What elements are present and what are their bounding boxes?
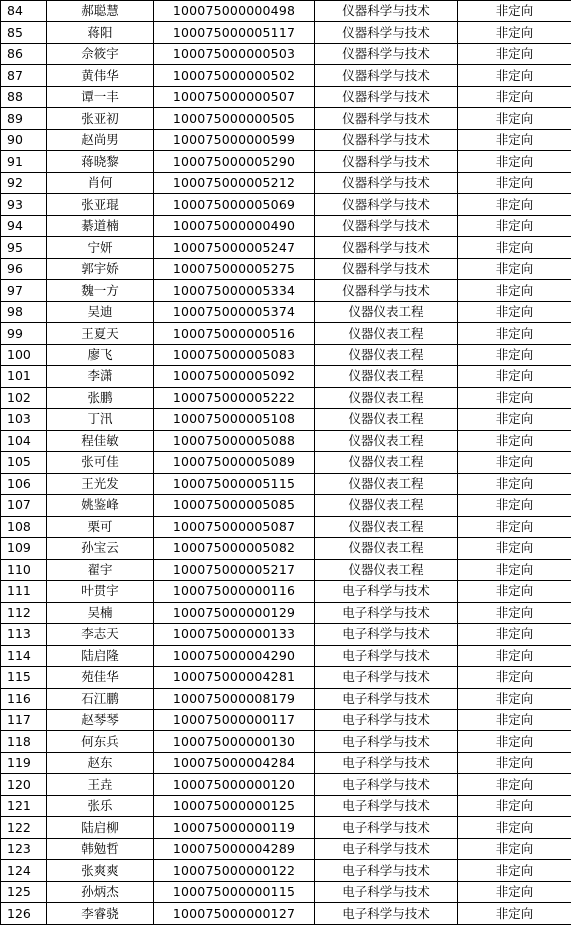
table-row bbox=[1, 860, 571, 881]
major-cell: 电子科学与技术 bbox=[315, 581, 458, 602]
enrollment-type-cell: 非定向 bbox=[458, 667, 571, 688]
enrollment-type-cell: 非定向 bbox=[458, 559, 571, 580]
row-number-cell: 107 bbox=[1, 495, 47, 516]
candidate-id-cell: 100075000004281 bbox=[154, 667, 315, 688]
major-cell: 仪器科学与技术 bbox=[315, 280, 458, 301]
table-row bbox=[1, 538, 571, 559]
major-cell: 仪器科学与技术 bbox=[315, 172, 458, 193]
major-cell: 仪器科学与技术 bbox=[315, 194, 458, 215]
enrollment-type-cell: 非定向 bbox=[458, 1, 571, 22]
name-cell: 张亚初 bbox=[47, 108, 154, 129]
major-cell: 仪器仪表工程 bbox=[315, 452, 458, 473]
name-cell: 廖飞 bbox=[47, 344, 154, 365]
enrollment-type-cell: 非定向 bbox=[458, 65, 571, 86]
major-cell: 仪器科学与技术 bbox=[315, 65, 458, 86]
row-number-cell: 124 bbox=[1, 860, 47, 881]
table-row bbox=[1, 323, 571, 344]
row-number-cell: 90 bbox=[1, 129, 47, 150]
name-cell: 蒋阳 bbox=[47, 22, 154, 43]
name-cell: 吴楠 bbox=[47, 602, 154, 623]
name-cell: 孙炳杰 bbox=[47, 881, 154, 902]
name-cell: 王夏天 bbox=[47, 323, 154, 344]
candidate-id-cell: 100075000005275 bbox=[154, 258, 315, 279]
major-cell: 电子科学与技术 bbox=[315, 774, 458, 795]
candidate-id-cell: 100075000005082 bbox=[154, 538, 315, 559]
table-row bbox=[1, 387, 571, 408]
row-number-cell: 118 bbox=[1, 731, 47, 752]
major-cell: 仪器科学与技术 bbox=[315, 215, 458, 236]
enrollment-type-cell: 非定向 bbox=[458, 473, 571, 494]
table-row bbox=[1, 172, 571, 193]
enrollment-type-cell: 非定向 bbox=[458, 495, 571, 516]
major-cell: 仪器科学与技术 bbox=[315, 258, 458, 279]
major-cell: 仪器仪表工程 bbox=[315, 559, 458, 580]
name-cell: 赵琴琴 bbox=[47, 709, 154, 730]
table-row bbox=[1, 838, 571, 859]
major-cell: 仪器科学与技术 bbox=[315, 151, 458, 172]
enrollment-type-cell: 非定向 bbox=[458, 172, 571, 193]
enrollment-type-cell: 非定向 bbox=[458, 538, 571, 559]
major-cell: 仪器科学与技术 bbox=[315, 1, 458, 22]
enrollment-type-cell: 非定向 bbox=[458, 215, 571, 236]
candidate-id-cell: 100075000004284 bbox=[154, 752, 315, 773]
row-number-cell: 125 bbox=[1, 881, 47, 902]
row-number-cell: 123 bbox=[1, 838, 47, 859]
row-number-cell: 93 bbox=[1, 194, 47, 215]
enrollment-type-cell: 非定向 bbox=[458, 258, 571, 279]
enrollment-type-cell: 非定向 bbox=[458, 280, 571, 301]
name-cell: 石江鹏 bbox=[47, 688, 154, 709]
major-cell: 仪器科学与技术 bbox=[315, 22, 458, 43]
table-row bbox=[1, 452, 571, 473]
enrollment-type-cell: 非定向 bbox=[458, 688, 571, 709]
row-number-cell: 117 bbox=[1, 709, 47, 730]
table-row bbox=[1, 795, 571, 816]
name-cell: 王光发 bbox=[47, 473, 154, 494]
candidate-id-cell: 100075000000490 bbox=[154, 215, 315, 236]
row-number-cell: 120 bbox=[1, 774, 47, 795]
enrollment-type-cell: 非定向 bbox=[458, 43, 571, 64]
row-number-cell: 89 bbox=[1, 108, 47, 129]
candidate-id-cell: 100075000000130 bbox=[154, 731, 315, 752]
candidate-id-cell: 100075000005212 bbox=[154, 172, 315, 193]
name-cell: 綦道楠 bbox=[47, 215, 154, 236]
row-number-cell: 109 bbox=[1, 538, 47, 559]
major-cell: 仪器仪表工程 bbox=[315, 473, 458, 494]
table-row bbox=[1, 903, 571, 924]
table-row bbox=[1, 344, 571, 365]
table-body bbox=[1, 1, 571, 925]
candidate-id-cell: 100075000000133 bbox=[154, 624, 315, 645]
row-number-cell: 94 bbox=[1, 215, 47, 236]
enrollment-type-cell: 非定向 bbox=[458, 409, 571, 430]
row-number-cell: 111 bbox=[1, 581, 47, 602]
name-cell: 魏一方 bbox=[47, 280, 154, 301]
row-number-cell: 86 bbox=[1, 43, 47, 64]
row-number-cell: 97 bbox=[1, 280, 47, 301]
enrollment-type-cell: 非定向 bbox=[458, 344, 571, 365]
name-cell: 赵东 bbox=[47, 752, 154, 773]
candidate-id-cell: 100075000005247 bbox=[154, 237, 315, 258]
row-number-cell: 119 bbox=[1, 752, 47, 773]
candidate-id-cell: 100075000000120 bbox=[154, 774, 315, 795]
row-number-cell: 87 bbox=[1, 65, 47, 86]
name-cell: 叶贯宇 bbox=[47, 581, 154, 602]
major-cell: 仪器仪表工程 bbox=[315, 409, 458, 430]
candidate-id-cell: 100075000000127 bbox=[154, 903, 315, 924]
row-number-cell: 103 bbox=[1, 409, 47, 430]
row-number-cell: 99 bbox=[1, 323, 47, 344]
table-row bbox=[1, 774, 571, 795]
major-cell: 电子科学与技术 bbox=[315, 860, 458, 881]
table-row bbox=[1, 495, 571, 516]
row-number-cell: 96 bbox=[1, 258, 47, 279]
row-number-cell: 88 bbox=[1, 86, 47, 107]
major-cell: 电子科学与技术 bbox=[315, 817, 458, 838]
name-cell: 韩勉哲 bbox=[47, 838, 154, 859]
row-number-cell: 101 bbox=[1, 366, 47, 387]
name-cell: 姚鉴峰 bbox=[47, 495, 154, 516]
row-number-cell: 116 bbox=[1, 688, 47, 709]
major-cell: 电子科学与技术 bbox=[315, 709, 458, 730]
enrollment-type-cell: 非定向 bbox=[458, 516, 571, 537]
major-cell: 仪器仪表工程 bbox=[315, 538, 458, 559]
major-cell: 电子科学与技术 bbox=[315, 752, 458, 773]
candidate-id-cell: 100075000000507 bbox=[154, 86, 315, 107]
major-cell: 电子科学与技术 bbox=[315, 667, 458, 688]
row-number-cell: 102 bbox=[1, 387, 47, 408]
table-row bbox=[1, 516, 571, 537]
major-cell: 电子科学与技术 bbox=[315, 903, 458, 924]
major-cell: 电子科学与技术 bbox=[315, 602, 458, 623]
name-cell: 郝聪慧 bbox=[47, 1, 154, 22]
row-number-cell: 98 bbox=[1, 301, 47, 322]
row-number-cell: 92 bbox=[1, 172, 47, 193]
row-number-cell: 115 bbox=[1, 667, 47, 688]
candidate-id-cell: 100075000000122 bbox=[154, 860, 315, 881]
candidate-id-cell: 100075000005069 bbox=[154, 194, 315, 215]
candidate-id-cell: 100075000000116 bbox=[154, 581, 315, 602]
table-row bbox=[1, 559, 571, 580]
table-row bbox=[1, 65, 571, 86]
major-cell: 仪器仪表工程 bbox=[315, 323, 458, 344]
table-row bbox=[1, 86, 571, 107]
candidate-id-cell: 100075000000516 bbox=[154, 323, 315, 344]
enrollment-type-cell: 非定向 bbox=[458, 817, 571, 838]
enrollment-type-cell: 非定向 bbox=[458, 860, 571, 881]
candidate-id-cell: 100075000000599 bbox=[154, 129, 315, 150]
table-row bbox=[1, 22, 571, 43]
name-cell: 程佳敏 bbox=[47, 430, 154, 451]
major-cell: 电子科学与技术 bbox=[315, 645, 458, 666]
name-cell: 李潇 bbox=[47, 366, 154, 387]
row-number-cell: 121 bbox=[1, 795, 47, 816]
row-number-cell: 100 bbox=[1, 344, 47, 365]
candidate-id-cell: 100075000005117 bbox=[154, 22, 315, 43]
name-cell: 张爽爽 bbox=[47, 860, 154, 881]
candidate-id-cell: 100075000000498 bbox=[154, 1, 315, 22]
row-number-cell: 91 bbox=[1, 151, 47, 172]
candidate-id-cell: 100075000005083 bbox=[154, 344, 315, 365]
name-cell: 李志天 bbox=[47, 624, 154, 645]
candidate-id-cell: 100075000000503 bbox=[154, 43, 315, 64]
row-number-cell: 122 bbox=[1, 817, 47, 838]
enrollment-type-cell: 非定向 bbox=[458, 731, 571, 752]
name-cell: 何东兵 bbox=[47, 731, 154, 752]
major-cell: 仪器科学与技术 bbox=[315, 237, 458, 258]
candidate-id-cell: 100075000008179 bbox=[154, 688, 315, 709]
candidate-id-cell: 100075000005115 bbox=[154, 473, 315, 494]
enrollment-type-cell: 非定向 bbox=[458, 452, 571, 473]
candidate-id-cell: 100075000005290 bbox=[154, 151, 315, 172]
name-cell: 翟宇 bbox=[47, 559, 154, 580]
enrollment-type-cell: 非定向 bbox=[458, 108, 571, 129]
table-row bbox=[1, 688, 571, 709]
name-cell: 陆启柳 bbox=[47, 817, 154, 838]
name-cell: 栗可 bbox=[47, 516, 154, 537]
enrollment-type-cell: 非定向 bbox=[458, 581, 571, 602]
major-cell: 电子科学与技术 bbox=[315, 795, 458, 816]
row-number-cell: 105 bbox=[1, 452, 47, 473]
row-number-cell: 114 bbox=[1, 645, 47, 666]
name-cell: 苑佳华 bbox=[47, 667, 154, 688]
table-row bbox=[1, 43, 571, 64]
name-cell: 佘筱宇 bbox=[47, 43, 154, 64]
table-row bbox=[1, 430, 571, 451]
row-number-cell: 113 bbox=[1, 624, 47, 645]
table-row bbox=[1, 624, 571, 645]
name-cell: 李睿骁 bbox=[47, 903, 154, 924]
name-cell: 张乐 bbox=[47, 795, 154, 816]
enrollment-type-cell: 非定向 bbox=[458, 194, 571, 215]
name-cell: 张鹏 bbox=[47, 387, 154, 408]
enrollment-type-cell: 非定向 bbox=[458, 366, 571, 387]
name-cell: 肖何 bbox=[47, 172, 154, 193]
name-cell: 谭一丰 bbox=[47, 86, 154, 107]
table-row bbox=[1, 366, 571, 387]
row-number-cell: 106 bbox=[1, 473, 47, 494]
major-cell: 仪器科学与技术 bbox=[315, 86, 458, 107]
enrollment-type-cell: 非定向 bbox=[458, 838, 571, 859]
table-row bbox=[1, 151, 571, 172]
candidate-id-cell: 100075000005088 bbox=[154, 430, 315, 451]
candidate-id-cell: 100075000000502 bbox=[154, 65, 315, 86]
candidate-id-cell: 100075000005092 bbox=[154, 366, 315, 387]
name-cell: 王垚 bbox=[47, 774, 154, 795]
enrollment-type-cell: 非定向 bbox=[458, 881, 571, 902]
major-cell: 仪器仪表工程 bbox=[315, 516, 458, 537]
table-row bbox=[1, 667, 571, 688]
table-row bbox=[1, 581, 571, 602]
name-cell: 黄伟华 bbox=[47, 65, 154, 86]
major-cell: 仪器科学与技术 bbox=[315, 43, 458, 64]
name-cell: 郭宇娇 bbox=[47, 258, 154, 279]
table-row bbox=[1, 409, 571, 430]
enrollment-type-cell: 非定向 bbox=[458, 709, 571, 730]
row-number-cell: 104 bbox=[1, 430, 47, 451]
enrollment-type-cell: 非定向 bbox=[458, 237, 571, 258]
row-number-cell: 126 bbox=[1, 903, 47, 924]
enrollment-type-cell: 非定向 bbox=[458, 624, 571, 645]
table-row bbox=[1, 709, 571, 730]
name-cell: 张亚琨 bbox=[47, 194, 154, 215]
enrollment-type-cell: 非定向 bbox=[458, 323, 571, 344]
name-cell: 宁妍 bbox=[47, 237, 154, 258]
major-cell: 电子科学与技术 bbox=[315, 881, 458, 902]
enrollment-type-cell: 非定向 bbox=[458, 602, 571, 623]
table-row bbox=[1, 645, 571, 666]
name-cell: 陆启隆 bbox=[47, 645, 154, 666]
table-row bbox=[1, 237, 571, 258]
row-number-cell: 110 bbox=[1, 559, 47, 580]
major-cell: 电子科学与技术 bbox=[315, 688, 458, 709]
table-row bbox=[1, 215, 571, 236]
table-row bbox=[1, 258, 571, 279]
candidate-id-cell: 100075000005085 bbox=[154, 495, 315, 516]
table-row bbox=[1, 731, 571, 752]
enrollment-type-cell: 非定向 bbox=[458, 903, 571, 924]
enrollment-type-cell: 非定向 bbox=[458, 86, 571, 107]
name-cell: 张可佳 bbox=[47, 452, 154, 473]
table-row bbox=[1, 1, 571, 22]
major-cell: 仪器仪表工程 bbox=[315, 366, 458, 387]
candidate-id-cell: 100075000000125 bbox=[154, 795, 315, 816]
enrollment-type-cell: 非定向 bbox=[458, 774, 571, 795]
enrollment-type-cell: 非定向 bbox=[458, 22, 571, 43]
major-cell: 电子科学与技术 bbox=[315, 624, 458, 645]
candidate-id-cell: 100075000004290 bbox=[154, 645, 315, 666]
candidate-id-cell: 100075000005217 bbox=[154, 559, 315, 580]
major-cell: 仪器仪表工程 bbox=[315, 387, 458, 408]
row-number-cell: 95 bbox=[1, 237, 47, 258]
candidate-id-cell: 100075000005108 bbox=[154, 409, 315, 430]
major-cell: 仪器仪表工程 bbox=[315, 344, 458, 365]
candidate-id-cell: 100075000004289 bbox=[154, 838, 315, 859]
name-cell: 蒋晓黎 bbox=[47, 151, 154, 172]
table-row bbox=[1, 473, 571, 494]
major-cell: 仪器科学与技术 bbox=[315, 129, 458, 150]
enrollment-type-cell: 非定向 bbox=[458, 129, 571, 150]
row-number-cell: 85 bbox=[1, 22, 47, 43]
enrollment-type-cell: 非定向 bbox=[458, 795, 571, 816]
enrollment-type-cell: 非定向 bbox=[458, 301, 571, 322]
table-row bbox=[1, 108, 571, 129]
candidate-id-cell: 100075000005334 bbox=[154, 280, 315, 301]
table-row bbox=[1, 194, 571, 215]
name-cell: 丁汛 bbox=[47, 409, 154, 430]
row-number-cell: 112 bbox=[1, 602, 47, 623]
name-cell: 赵尚男 bbox=[47, 129, 154, 150]
candidate-id-cell: 100075000000119 bbox=[154, 817, 315, 838]
major-cell: 仪器仪表工程 bbox=[315, 430, 458, 451]
candidate-id-cell: 100075000005222 bbox=[154, 387, 315, 408]
row-number-cell: 108 bbox=[1, 516, 47, 537]
candidate-id-cell: 100075000005374 bbox=[154, 301, 315, 322]
candidate-id-cell: 100075000000115 bbox=[154, 881, 315, 902]
major-cell: 仪器仪表工程 bbox=[315, 301, 458, 322]
row-number-cell: 84 bbox=[1, 1, 47, 22]
name-cell: 吴迪 bbox=[47, 301, 154, 322]
table-row bbox=[1, 817, 571, 838]
major-cell: 电子科学与技术 bbox=[315, 838, 458, 859]
candidate-id-cell: 100075000005087 bbox=[154, 516, 315, 537]
table-row bbox=[1, 129, 571, 150]
enrollment-type-cell: 非定向 bbox=[458, 752, 571, 773]
candidate-id-cell: 100075000005089 bbox=[154, 452, 315, 473]
table-row bbox=[1, 881, 571, 902]
enrollment-type-cell: 非定向 bbox=[458, 645, 571, 666]
candidate-id-cell: 100075000000505 bbox=[154, 108, 315, 129]
enrollment-type-cell: 非定向 bbox=[458, 151, 571, 172]
table-row bbox=[1, 752, 571, 773]
major-cell: 电子科学与技术 bbox=[315, 731, 458, 752]
candidate-id-cell: 100075000000129 bbox=[154, 602, 315, 623]
name-cell: 孙宝云 bbox=[47, 538, 154, 559]
table-row bbox=[1, 301, 571, 322]
enrollment-type-cell: 非定向 bbox=[458, 430, 571, 451]
enrollment-type-cell: 非定向 bbox=[458, 387, 571, 408]
table-row bbox=[1, 602, 571, 623]
major-cell: 仪器仪表工程 bbox=[315, 495, 458, 516]
major-cell: 仪器科学与技术 bbox=[315, 108, 458, 129]
candidate-id-cell: 100075000000117 bbox=[154, 709, 315, 730]
table-row bbox=[1, 280, 571, 301]
